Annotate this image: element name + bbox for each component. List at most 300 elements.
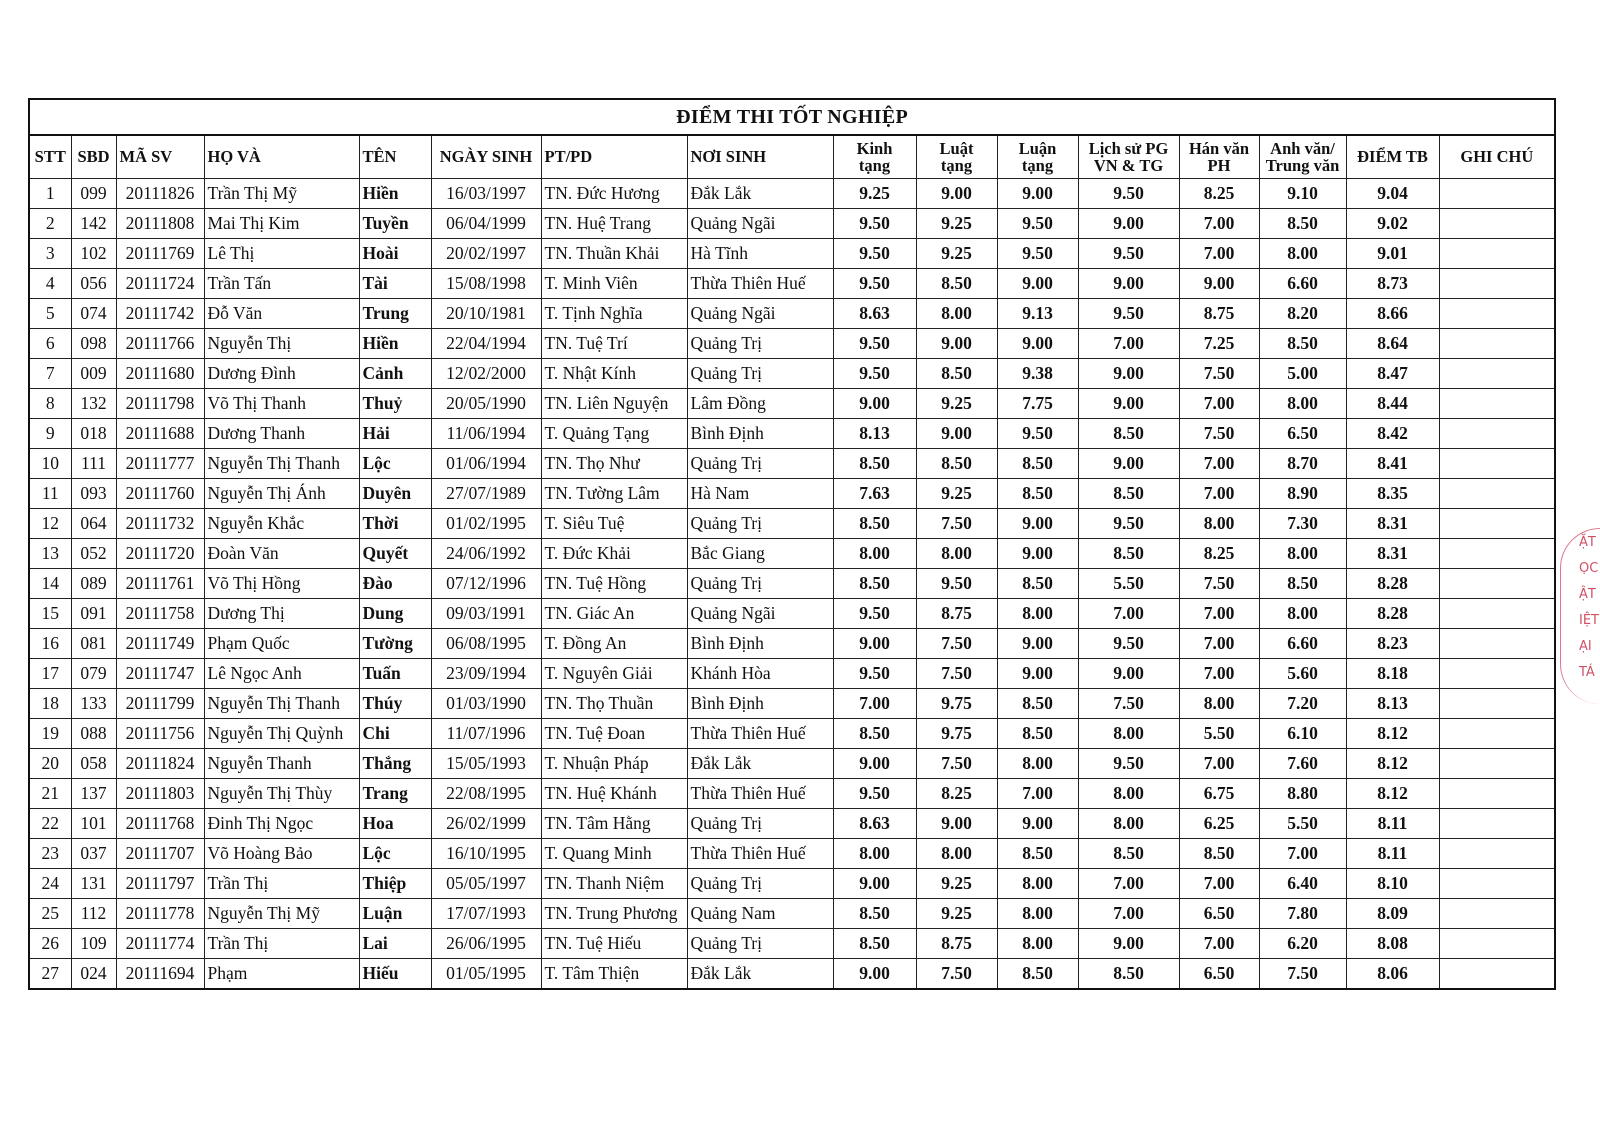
- cell-luan-tang: 9.50: [997, 209, 1078, 239]
- cell-noi-sinh: Quảng Ngãi: [687, 299, 833, 329]
- cell-anh-van: 9.10: [1259, 179, 1346, 209]
- cell-ho-va: Phạm: [204, 959, 359, 990]
- cell-ten: Hiếu: [359, 959, 431, 990]
- cell-luan-tang: 9.00: [997, 539, 1078, 569]
- cell-luan-tang: 9.00: [997, 629, 1078, 659]
- cell-stt: 27: [29, 959, 71, 990]
- cell-lich-su: 8.50: [1078, 959, 1179, 990]
- cell-diem-tb: 8.31: [1346, 509, 1439, 539]
- red-seal-fragment: [1560, 528, 1600, 704]
- cell-luan-tang: 8.00: [997, 929, 1078, 959]
- cell-diem-tb: 8.12: [1346, 749, 1439, 779]
- cell-lich-su: 8.00: [1078, 779, 1179, 809]
- cell-ten: Trung: [359, 299, 431, 329]
- cell-noi-sinh: Quảng Trị: [687, 809, 833, 839]
- cell-pt-pd: T. Nguyên Giải: [541, 659, 687, 689]
- cell-kinh-tang: 8.13: [833, 419, 916, 449]
- cell-luan-tang: 8.50: [997, 569, 1078, 599]
- cell-luan-tang: 9.50: [997, 239, 1078, 269]
- cell-ho-va: Nguyễn Thị Mỹ: [204, 899, 359, 929]
- table-row: [29, 779, 1555, 809]
- cell-ten: Hải: [359, 419, 431, 449]
- cell-diem-tb: 8.41: [1346, 449, 1439, 479]
- cell-luan-tang: 8.00: [997, 899, 1078, 929]
- cell-lich-su: 8.50: [1078, 419, 1179, 449]
- cell-lich-su: 9.00: [1078, 269, 1179, 299]
- cell-ho-va: Mai Thị Kim: [204, 209, 359, 239]
- cell-anh-van: 7.30: [1259, 509, 1346, 539]
- cell-ngay-sinh: 23/09/1994: [431, 659, 541, 689]
- cell-ten: Tường: [359, 629, 431, 659]
- cell-ghi-chu: [1439, 659, 1555, 689]
- cell-anh-van: 8.20: [1259, 299, 1346, 329]
- cell-stt: 17: [29, 659, 71, 689]
- cell-ho-va: Trần Thị: [204, 929, 359, 959]
- cell-pt-pd: TN. Trung Phương: [541, 899, 687, 929]
- cell-luan-tang: 9.50: [997, 419, 1078, 449]
- cell-ghi-chu: [1439, 629, 1555, 659]
- col-kinh-tang-line2: tạng: [858, 156, 891, 175]
- cell-pt-pd: TN. Huệ Trang: [541, 209, 687, 239]
- cell-ghi-chu: [1439, 779, 1555, 809]
- cell-luan-tang: 8.50: [997, 449, 1078, 479]
- cell-ma-sv: 20111769: [116, 239, 204, 269]
- cell-pt-pd: TN. Thọ Như: [541, 449, 687, 479]
- cell-luat-tang: 8.00: [916, 839, 997, 869]
- cell-lich-su: 9.00: [1078, 389, 1179, 419]
- cell-pt-pd: TN. Tâm Hằng: [541, 809, 687, 839]
- col-kinh-tang-line1: Kinh: [856, 138, 893, 158]
- cell-kinh-tang: 8.00: [833, 839, 916, 869]
- cell-pt-pd: T. Tâm Thiện: [541, 959, 687, 990]
- cell-stt: 4: [29, 269, 71, 299]
- cell-pt-pd: TN. Tuệ Trí: [541, 329, 687, 359]
- cell-luat-tang: 9.25: [916, 389, 997, 419]
- cell-ghi-chu: [1439, 839, 1555, 869]
- cell-noi-sinh: Thừa Thiên Huế: [687, 269, 833, 299]
- table-row: [29, 539, 1555, 569]
- cell-lich-su: 9.50: [1078, 299, 1179, 329]
- cell-ma-sv: 20111749: [116, 629, 204, 659]
- cell-pt-pd: TN. Liên Nguyện: [541, 389, 687, 419]
- cell-pt-pd: TN. Thuần Khải: [541, 239, 687, 269]
- cell-ten: Hiền: [359, 329, 431, 359]
- cell-stt: 21: [29, 779, 71, 809]
- cell-sbd: 133: [71, 689, 116, 719]
- cell-lich-su: 9.50: [1078, 239, 1179, 269]
- cell-lich-su: 9.50: [1078, 749, 1179, 779]
- cell-ghi-chu: [1439, 959, 1555, 990]
- cell-han-van: 7.50: [1179, 359, 1259, 389]
- cell-kinh-tang: 8.63: [833, 809, 916, 839]
- cell-luat-tang: 8.25: [916, 779, 997, 809]
- cell-ma-sv: 20111720: [116, 539, 204, 569]
- cell-ma-sv: 20111778: [116, 899, 204, 929]
- cell-han-van: 8.00: [1179, 509, 1259, 539]
- cell-diem-tb: 8.42: [1346, 419, 1439, 449]
- cell-sbd: 024: [71, 959, 116, 990]
- cell-ten: Thắng: [359, 749, 431, 779]
- cell-diem-tb: 8.12: [1346, 719, 1439, 749]
- cell-luat-tang: 8.00: [916, 539, 997, 569]
- cell-kinh-tang: 9.50: [833, 239, 916, 269]
- cell-anh-van: 8.00: [1259, 599, 1346, 629]
- cell-luat-tang: 7.50: [916, 959, 997, 990]
- cell-han-van: 9.00: [1179, 269, 1259, 299]
- cell-luat-tang: 9.00: [916, 179, 997, 209]
- cell-noi-sinh: Quảng Trị: [687, 509, 833, 539]
- cell-anh-van: 5.60: [1259, 659, 1346, 689]
- cell-ma-sv: 20111724: [116, 269, 204, 299]
- cell-ho-va: Nguyễn Khắc: [204, 509, 359, 539]
- col-ten: TÊN: [359, 135, 431, 179]
- cell-ho-va: Trần Tấn: [204, 269, 359, 299]
- cell-han-van: 7.00: [1179, 479, 1259, 509]
- cell-sbd: 052: [71, 539, 116, 569]
- cell-ngay-sinh: 01/06/1994: [431, 449, 541, 479]
- cell-han-van: 5.50: [1179, 719, 1259, 749]
- cell-ma-sv: 20111732: [116, 509, 204, 539]
- table-row: [29, 749, 1555, 779]
- cell-ngay-sinh: 01/03/1990: [431, 689, 541, 719]
- cell-stt: 14: [29, 569, 71, 599]
- cell-diem-tb: 8.11: [1346, 839, 1439, 869]
- table-title: ĐIỂM THI TỐT NGHIỆP: [29, 99, 1555, 135]
- cell-stt: 8: [29, 389, 71, 419]
- seal-text-fragment: ẶT: [1579, 535, 1596, 550]
- cell-ma-sv: 20111680: [116, 359, 204, 389]
- cell-anh-van: 8.50: [1259, 209, 1346, 239]
- table-row: [29, 509, 1555, 539]
- cell-ten: Dung: [359, 599, 431, 629]
- cell-lich-su: 8.50: [1078, 479, 1179, 509]
- cell-han-van: 7.00: [1179, 659, 1259, 689]
- cell-stt: 9: [29, 419, 71, 449]
- cell-ma-sv: 20111824: [116, 749, 204, 779]
- cell-ngay-sinh: 11/06/1994: [431, 419, 541, 449]
- cell-lich-su: 5.50: [1078, 569, 1179, 599]
- grades-sheet: [28, 98, 1554, 990]
- col-ngay-sinh: NGÀY SINH: [431, 135, 541, 179]
- cell-ma-sv: 20111826: [116, 179, 204, 209]
- cell-pt-pd: TN. Đức Hương: [541, 179, 687, 209]
- cell-sbd: 009: [71, 359, 116, 389]
- cell-diem-tb: 8.28: [1346, 599, 1439, 629]
- col-luat-tang: [916, 135, 997, 179]
- col-noi-sinh: NƠI SINH: [687, 135, 833, 179]
- cell-lich-su: 9.50: [1078, 629, 1179, 659]
- cell-luat-tang: 9.50: [916, 569, 997, 599]
- cell-stt: 6: [29, 329, 71, 359]
- col-anh-van-line2: Trung văn: [1265, 156, 1340, 175]
- cell-stt: 19: [29, 719, 71, 749]
- cell-sbd: 079: [71, 659, 116, 689]
- cell-ten: Duyên: [359, 479, 431, 509]
- cell-ma-sv: 20111774: [116, 929, 204, 959]
- cell-diem-tb: 8.28: [1346, 569, 1439, 599]
- table-row: [29, 599, 1555, 629]
- cell-stt: 23: [29, 839, 71, 869]
- cell-ho-va: Đinh Thị Ngọc: [204, 809, 359, 839]
- cell-ghi-chu: [1439, 359, 1555, 389]
- cell-noi-sinh: Quảng Trị: [687, 359, 833, 389]
- cell-noi-sinh: Bắc Giang: [687, 539, 833, 569]
- cell-anh-van: 7.80: [1259, 899, 1346, 929]
- cell-han-van: 8.50: [1179, 839, 1259, 869]
- cell-pt-pd: T. Nhuận Pháp: [541, 749, 687, 779]
- table-row: [29, 929, 1555, 959]
- cell-luan-tang: 7.00: [997, 779, 1078, 809]
- cell-noi-sinh: Thừa Thiên Huế: [687, 839, 833, 869]
- col-diem-tb: ĐIỂM TB: [1346, 135, 1439, 179]
- cell-anh-van: 6.50: [1259, 419, 1346, 449]
- cell-diem-tb: 8.31: [1346, 539, 1439, 569]
- cell-luan-tang: 9.00: [997, 269, 1078, 299]
- cell-ngay-sinh: 06/08/1995: [431, 629, 541, 659]
- cell-luat-tang: 7.50: [916, 749, 997, 779]
- col-luan-tang-line1: Luận: [1018, 138, 1057, 158]
- cell-diem-tb: 8.09: [1346, 899, 1439, 929]
- cell-ghi-chu: [1439, 209, 1555, 239]
- cell-sbd: 111: [71, 449, 116, 479]
- cell-noi-sinh: Quảng Trị: [687, 449, 833, 479]
- cell-stt: 15: [29, 599, 71, 629]
- cell-sbd: 088: [71, 719, 116, 749]
- cell-han-van: 7.50: [1179, 569, 1259, 599]
- cell-noi-sinh: Lâm Đồng: [687, 389, 833, 419]
- cell-ho-va: Phạm Quốc: [204, 629, 359, 659]
- cell-kinh-tang: 8.50: [833, 899, 916, 929]
- seal-text-fragment: ỌC: [1579, 561, 1599, 576]
- cell-ho-va: Nguyễn Thị Ánh: [204, 479, 359, 509]
- cell-ghi-chu: [1439, 449, 1555, 479]
- cell-luat-tang: 8.50: [916, 269, 997, 299]
- cell-ngay-sinh: 16/10/1995: [431, 839, 541, 869]
- col-sbd: SBD: [71, 135, 116, 179]
- table-row: [29, 329, 1555, 359]
- cell-luan-tang: 8.00: [997, 869, 1078, 899]
- col-ho-va: HỌ VÀ: [204, 135, 359, 179]
- cell-sbd: 081: [71, 629, 116, 659]
- seal-text-fragment: ẠI: [1579, 639, 1592, 654]
- cell-pt-pd: TN. Huệ Khánh: [541, 779, 687, 809]
- cell-ma-sv: 20111768: [116, 809, 204, 839]
- cell-diem-tb: 8.13: [1346, 689, 1439, 719]
- cell-kinh-tang: 9.50: [833, 779, 916, 809]
- cell-diem-tb: 9.04: [1346, 179, 1439, 209]
- cell-noi-sinh: Đắk Lắk: [687, 749, 833, 779]
- table-row: [29, 449, 1555, 479]
- cell-lich-su: 7.00: [1078, 599, 1179, 629]
- cell-han-van: 7.00: [1179, 449, 1259, 479]
- cell-kinh-tang: 7.63: [833, 479, 916, 509]
- cell-ngay-sinh: 20/05/1990: [431, 389, 541, 419]
- cell-sbd: 037: [71, 839, 116, 869]
- cell-anh-van: 6.60: [1259, 269, 1346, 299]
- cell-sbd: 102: [71, 239, 116, 269]
- cell-sbd: 109: [71, 929, 116, 959]
- cell-sbd: 074: [71, 299, 116, 329]
- cell-ghi-chu: [1439, 479, 1555, 509]
- cell-noi-sinh: Bình Định: [687, 629, 833, 659]
- cell-kinh-tang: 8.63: [833, 299, 916, 329]
- cell-stt: 25: [29, 899, 71, 929]
- table-row: [29, 659, 1555, 689]
- cell-ghi-chu: [1439, 299, 1555, 329]
- cell-lich-su: 9.00: [1078, 359, 1179, 389]
- cell-ho-va: Võ Hoàng Bảo: [204, 839, 359, 869]
- cell-ngay-sinh: 01/02/1995: [431, 509, 541, 539]
- cell-kinh-tang: 9.00: [833, 869, 916, 899]
- cell-ho-va: Lê Ngọc Anh: [204, 659, 359, 689]
- cell-noi-sinh: Quảng Trị: [687, 569, 833, 599]
- cell-ho-va: Đoàn Văn: [204, 539, 359, 569]
- table-row: [29, 179, 1555, 209]
- cell-lich-su: 9.50: [1078, 509, 1179, 539]
- cell-ma-sv: 20111760: [116, 479, 204, 509]
- cell-ma-sv: 20111688: [116, 419, 204, 449]
- cell-ten: Đào: [359, 569, 431, 599]
- cell-diem-tb: 8.66: [1346, 299, 1439, 329]
- cell-pt-pd: TN. Tường Lâm: [541, 479, 687, 509]
- cell-anh-van: 8.80: [1259, 779, 1346, 809]
- cell-ho-va: Nguyễn Thị Thùy: [204, 779, 359, 809]
- cell-ma-sv: 20111803: [116, 779, 204, 809]
- cell-han-van: 7.00: [1179, 929, 1259, 959]
- cell-anh-van: 7.50: [1259, 959, 1346, 990]
- cell-kinh-tang: 9.50: [833, 599, 916, 629]
- table-row: [29, 269, 1555, 299]
- cell-anh-van: 6.40: [1259, 869, 1346, 899]
- cell-luat-tang: 8.75: [916, 599, 997, 629]
- cell-sbd: 058: [71, 749, 116, 779]
- cell-ghi-chu: [1439, 509, 1555, 539]
- cell-anh-van: 8.50: [1259, 329, 1346, 359]
- cell-ghi-chu: [1439, 809, 1555, 839]
- cell-luat-tang: 8.50: [916, 359, 997, 389]
- cell-anh-van: 8.00: [1259, 539, 1346, 569]
- cell-luan-tang: 9.00: [997, 809, 1078, 839]
- cell-luat-tang: 9.25: [916, 869, 997, 899]
- cell-noi-sinh: Bình Định: [687, 419, 833, 449]
- cell-anh-van: 5.50: [1259, 809, 1346, 839]
- cell-diem-tb: 8.12: [1346, 779, 1439, 809]
- col-luat-tang-line2: tạng: [940, 156, 973, 175]
- cell-anh-van: 8.00: [1259, 389, 1346, 419]
- cell-ngay-sinh: 12/02/2000: [431, 359, 541, 389]
- cell-luan-tang: 8.50: [997, 719, 1078, 749]
- cell-noi-sinh: Bình Định: [687, 689, 833, 719]
- cell-luat-tang: 8.75: [916, 929, 997, 959]
- cell-ten: Lai: [359, 929, 431, 959]
- col-han-van-line1: Hán văn: [1188, 138, 1250, 158]
- table-row: [29, 209, 1555, 239]
- cell-sbd: 089: [71, 569, 116, 599]
- cell-stt: 18: [29, 689, 71, 719]
- cell-ghi-chu: [1439, 329, 1555, 359]
- cell-stt: 12: [29, 509, 71, 539]
- cell-ghi-chu: [1439, 269, 1555, 299]
- cell-anh-van: 6.10: [1259, 719, 1346, 749]
- cell-ma-sv: 20111777: [116, 449, 204, 479]
- cell-diem-tb: 8.44: [1346, 389, 1439, 419]
- cell-stt: 3: [29, 239, 71, 269]
- col-anh-van: [1259, 135, 1346, 179]
- cell-luat-tang: 9.25: [916, 209, 997, 239]
- table-row: [29, 629, 1555, 659]
- cell-ho-va: Trần Thị Mỹ: [204, 179, 359, 209]
- cell-anh-van: 8.00: [1259, 239, 1346, 269]
- cell-diem-tb: 8.18: [1346, 659, 1439, 689]
- grades-table: [28, 98, 1556, 990]
- cell-ma-sv: 20111808: [116, 209, 204, 239]
- cell-ngay-sinh: 22/04/1994: [431, 329, 541, 359]
- cell-ten: Thuỷ: [359, 389, 431, 419]
- cell-ma-sv: 20111707: [116, 839, 204, 869]
- cell-kinh-tang: 8.50: [833, 509, 916, 539]
- cell-luat-tang: 8.50: [916, 449, 997, 479]
- cell-stt: 20: [29, 749, 71, 779]
- cell-ten: Thời: [359, 509, 431, 539]
- cell-ma-sv: 20111747: [116, 659, 204, 689]
- cell-ma-sv: 20111694: [116, 959, 204, 990]
- cell-lich-su: 9.00: [1078, 929, 1179, 959]
- cell-ngay-sinh: 06/04/1999: [431, 209, 541, 239]
- cell-lich-su: 9.00: [1078, 659, 1179, 689]
- cell-ho-va: Nguyễn Thị Quỳnh: [204, 719, 359, 749]
- cell-pt-pd: TN. Thọ Thuần: [541, 689, 687, 719]
- cell-anh-van: 8.90: [1259, 479, 1346, 509]
- cell-ghi-chu: [1439, 389, 1555, 419]
- cell-ten: Trang: [359, 779, 431, 809]
- cell-luan-tang: 9.00: [997, 659, 1078, 689]
- cell-luan-tang: 8.50: [997, 839, 1078, 869]
- cell-ten: Thúy: [359, 689, 431, 719]
- cell-ghi-chu: [1439, 929, 1555, 959]
- cell-lich-su: 9.00: [1078, 449, 1179, 479]
- cell-ghi-chu: [1439, 539, 1555, 569]
- cell-anh-van: 8.50: [1259, 569, 1346, 599]
- table-row: [29, 239, 1555, 269]
- cell-ghi-chu: [1439, 599, 1555, 629]
- cell-kinh-tang: 9.00: [833, 959, 916, 990]
- cell-lich-su: 7.00: [1078, 329, 1179, 359]
- cell-sbd: 132: [71, 389, 116, 419]
- cell-ho-va: Trần Thị: [204, 869, 359, 899]
- cell-luat-tang: 9.75: [916, 689, 997, 719]
- col-stt: STT: [29, 135, 71, 179]
- cell-han-van: 6.25: [1179, 809, 1259, 839]
- cell-ma-sv: 20111756: [116, 719, 204, 749]
- cell-kinh-tang: 8.50: [833, 449, 916, 479]
- cell-luan-tang: 8.50: [997, 479, 1078, 509]
- cell-luat-tang: 8.00: [916, 299, 997, 329]
- col-luat-tang-line1: Luật: [939, 138, 974, 158]
- cell-ten: Lộc: [359, 839, 431, 869]
- cell-ghi-chu: [1439, 419, 1555, 449]
- cell-stt: 26: [29, 929, 71, 959]
- col-anh-van-line1: Anh văn/: [1270, 138, 1335, 158]
- table-row: [29, 569, 1555, 599]
- col-ma-sv: MÃ SV: [116, 135, 204, 179]
- cell-ngay-sinh: 16/03/1997: [431, 179, 541, 209]
- cell-luat-tang: 7.50: [916, 509, 997, 539]
- cell-kinh-tang: 8.00: [833, 539, 916, 569]
- cell-ghi-chu: [1439, 749, 1555, 779]
- cell-kinh-tang: 9.50: [833, 659, 916, 689]
- cell-sbd: 056: [71, 269, 116, 299]
- table-row: [29, 869, 1555, 899]
